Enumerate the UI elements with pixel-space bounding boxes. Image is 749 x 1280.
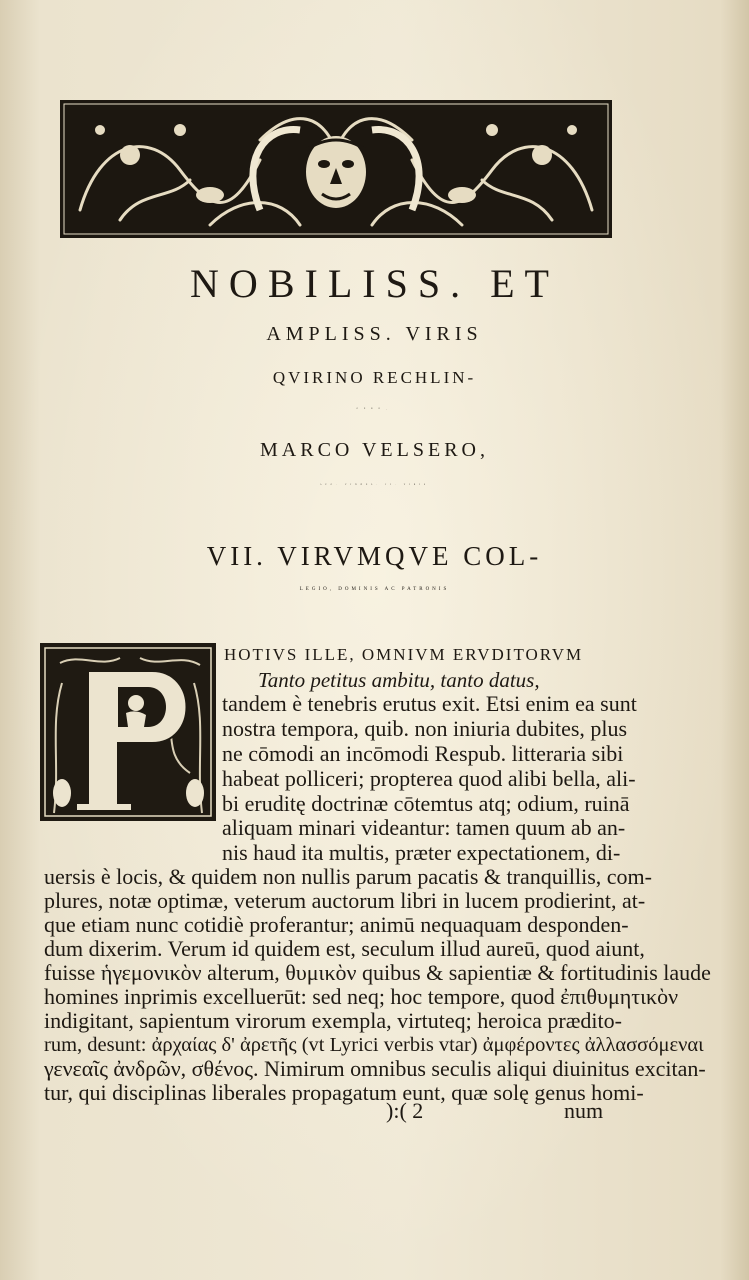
- text-line: habeat polliceri; propterea quod alibi bella, ali-: [222, 766, 636, 791]
- text-line: plures, notæ optimæ, veterum auctorum libri in lucem prodierint, at-: [44, 888, 646, 913]
- italic-verse-line: Tanto petitus ambitu, tanto datus,: [258, 668, 540, 692]
- text-line: aliquam minari videantur: tamen quum ab an-: [222, 815, 626, 840]
- text-line: ne cōmodi an incōmodi Respub. litteraria sibi: [222, 741, 624, 766]
- title-line-7: [0, 498, 749, 522]
- text-line: nis haud ita multis, præter expectationem, di-: [222, 840, 621, 865]
- signature-mark: ):( 2: [386, 1098, 424, 1123]
- text-line: que etiam nunc cotidiè proferantur; animū nequaquam desponden-: [44, 912, 629, 937]
- text-line: rum, desunt: ἀρχαίας δ' ἀρετῆς (vt Lyrici verbis vtar) ἀμφέροντες ἀλλασσόμεναι: [44, 1034, 704, 1056]
- text-line: homines inprimis excelluerūt: sed neq; hoc tempore, quod ἐπιθυμητικὸν: [44, 984, 679, 1009]
- title-line-2: AMPLISS. VIRIS: [266, 323, 483, 345]
- text-line: bi eruditę doctrinæ cōtemtus atq; odium, ruinā: [222, 791, 630, 816]
- title-line-3: QVIRINO RECHLIN-: [272, 368, 477, 387]
- title-line-5: MARCO VELSERO,: [260, 439, 489, 461]
- text-line: tandem è tenebris erutus exit. Etsi enim ea sunt: [222, 691, 637, 716]
- ornamental-headpiece: [60, 100, 612, 238]
- catchword: num: [564, 1098, 604, 1123]
- text-line: dum dixerim. Verum id quidem est, seculum illud aureū, quod aiunt,: [44, 936, 645, 961]
- text-line: tur, qui disciplinas liberales propagatum eunt, quæ solę genus homi-: [44, 1080, 644, 1105]
- text-line: indigitant, sapientum virorum exempla, virtuteq; heroica prædito-: [44, 1008, 622, 1033]
- title-line-8: VII. VIRVMQVE COL-: [206, 541, 543, 571]
- title-line-9: LEGIO, DOMINIS AC PATRONIS: [299, 587, 450, 592]
- title-line-6: AVG. VINDEL. II. VIRIS: [320, 484, 429, 486]
- first-line: HOTIVS ILLE, OMNIVM ERVDITORVM: [224, 645, 584, 664]
- title-line-4: GERO,: [356, 408, 393, 410]
- title-line-10: [0, 604, 749, 624]
- text-line: γενεαῖς ἀνδρῶν, σθένος. Nimirum omnibus seculis aliqui diuinitus excitan-: [44, 1056, 706, 1081]
- text-line: uersis è locis, & quidem non nullis parum pacatis & tranquillis, com-: [44, 864, 652, 889]
- title-line-1: NOBILISS. ET: [190, 261, 559, 306]
- text-line: fuisse ἡγεμονικὸν alterum, θυμικὸν quibus & sapientiæ & fortitudinis laude: [44, 960, 711, 985]
- text-line: nostra tempora, quib. non iniuria dubites, plus: [222, 716, 628, 741]
- decorated-initial-p: [40, 643, 216, 821]
